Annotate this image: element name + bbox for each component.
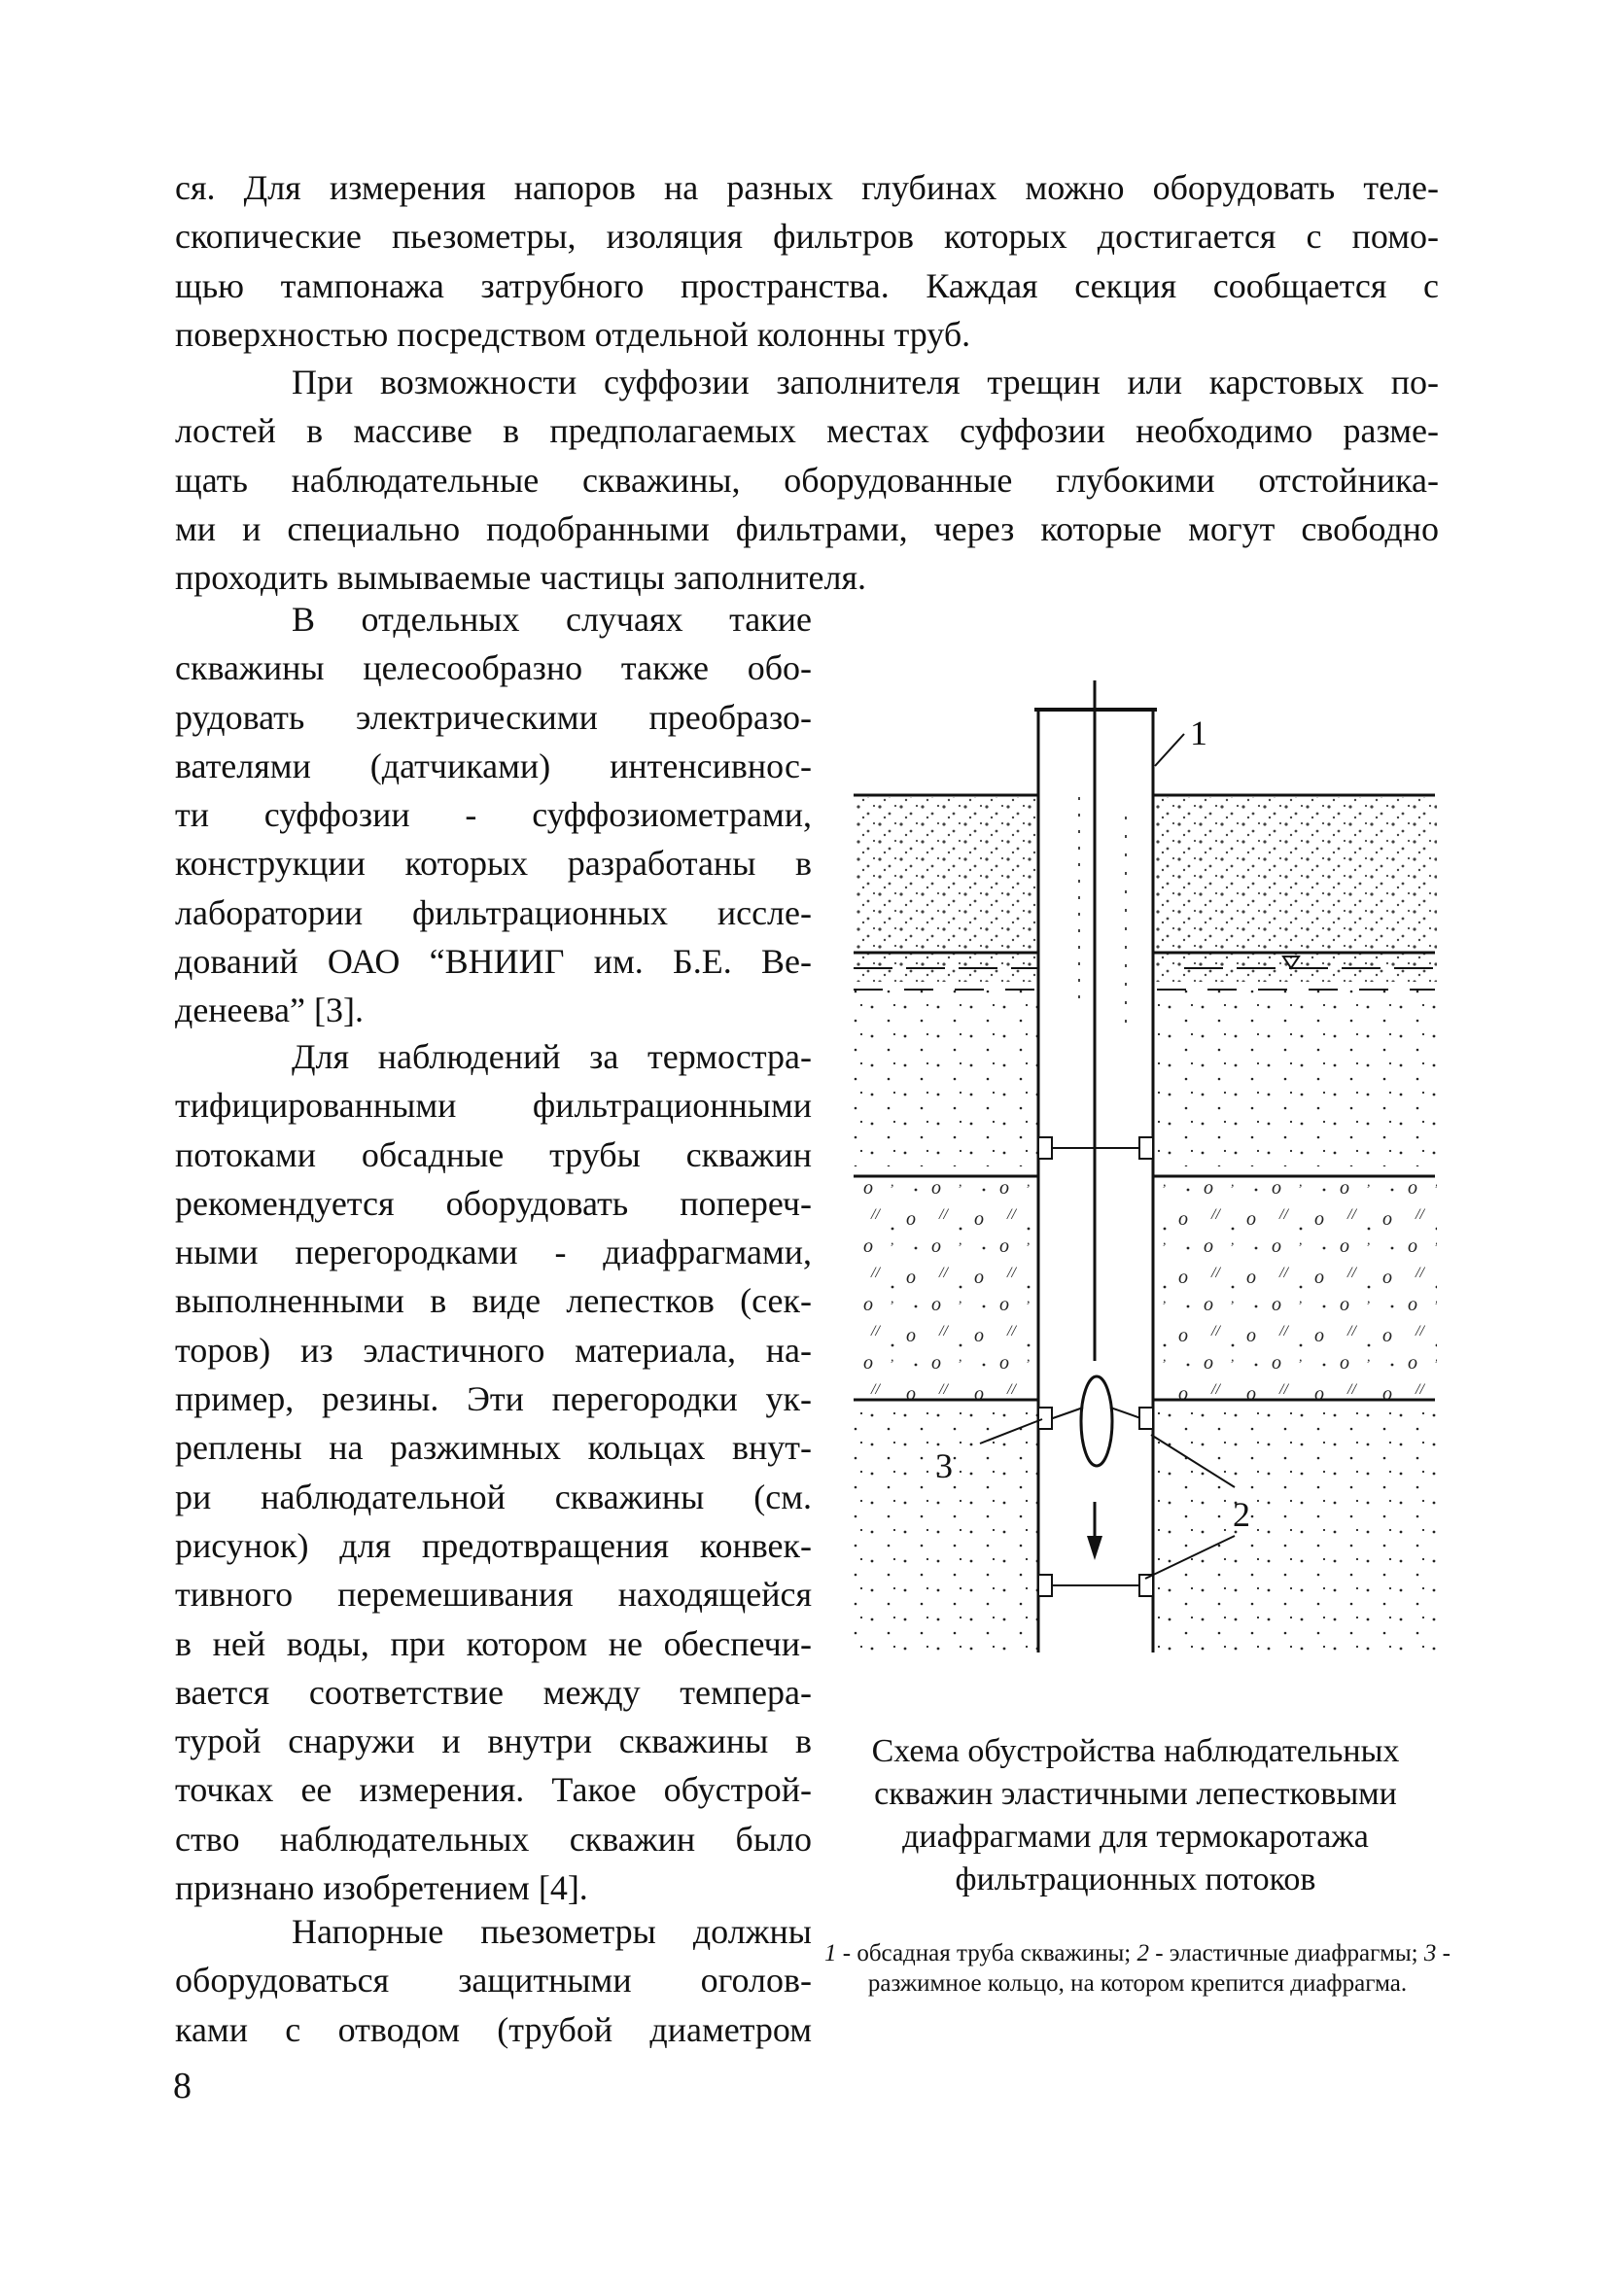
text-line: ство наблюдательных скважин было (175, 1819, 812, 1859)
paragraph-suffosion (175, 358, 1439, 602)
text-line: ри наблюдательной скважины (см. (175, 1477, 812, 1516)
legend-number-3: 3 (1423, 1940, 1437, 1966)
leader-line-1 (1155, 734, 1184, 766)
expansion-ring-clamp (1139, 1137, 1153, 1159)
text-line: щать наблюдательные скважины, оборудованные глубокими отстойника- (175, 460, 1439, 500)
text-line: скважины целесообразно также обо- (175, 648, 812, 688)
label-2: 2 (1233, 1495, 1250, 1534)
text-line: конструкции которых разработаны в (175, 844, 812, 884)
text-line: Напорные пьезометры должны (292, 1912, 812, 1951)
text-line: тифицированными фильтрационными (175, 1086, 812, 1126)
legend-text-3: - разжимное кольцо, на котором крепится диафрагма. (867, 1940, 1451, 1997)
text-line: вателями (датчиками) интенсивнос- (175, 746, 812, 785)
caption-line: фильтрационных потоков (955, 1861, 1316, 1897)
text-line: поверхностью посредством отдельной колонны труб. (175, 314, 971, 354)
legend-number-2: 2 (1136, 1940, 1149, 1966)
label-3: 3 (935, 1446, 953, 1485)
text-line: ми и специально подобранными фильтрами, через которые могут свободно (175, 508, 1439, 548)
text-line: пример, резины. Эти перегородки ук- (175, 1379, 812, 1419)
expansion-ring-clamp (1139, 1408, 1153, 1429)
expansion-ring-clamp (1038, 1575, 1052, 1596)
figure-legend (821, 1938, 1453, 1999)
text-line: ти суффозии - суффозиометрами, (175, 795, 812, 835)
text-line: рудовать электрическими преобразо- (175, 697, 812, 737)
text-line: вается соответствие между темпера- (175, 1672, 812, 1712)
text-line: рисунок) для предотвращения конвек- (175, 1525, 812, 1565)
caption-line: скважин эластичными лепестковыми (874, 1776, 1397, 1812)
text-line: скопические пьезометры, изоляция фильтров которых достигается с помо- (175, 217, 1439, 257)
text-line: точках ее измерения. Такое обустрой- (175, 1770, 812, 1810)
text-line: ками с отводом (трубой диаметром (175, 2009, 812, 2049)
text-line: признано изобретением [4]. (175, 1868, 588, 1908)
text-line: лостей в массиве в предполагаемых местах суффозии необходимо разме- (175, 411, 1439, 451)
paragraph-telescopic-piezometers (175, 163, 1439, 359)
well-diagram (834, 680, 1437, 1652)
text-line: турой снаружи и внутри скважины в (175, 1722, 812, 1761)
text-line: При возможности суффозии заполнителя трещин или карстовых по- (292, 363, 1439, 401)
page-number: 8 (173, 2066, 192, 2106)
paragraph-pressure-piezometers (175, 1907, 812, 2054)
text-line: выполненными в виде лепестков (сек- (175, 1281, 812, 1321)
expansion-ring-clamp (1038, 1137, 1052, 1159)
text-line: в ней воды, при котором не обеспечи- (175, 1623, 812, 1663)
text-line: потоками обсадные трубы скважин (175, 1134, 812, 1174)
figure-caption (834, 1730, 1437, 1901)
text-line: торов) из эластичного материала, на- (175, 1330, 812, 1370)
text-line: оборудоваться защитными оголов- (175, 1961, 812, 2000)
legend-number-1: 1 (824, 1940, 837, 1966)
well-diagram-svg (834, 680, 1437, 1652)
text-line: денеева” [3]. (175, 991, 364, 1030)
thermometer-probe (1081, 1376, 1112, 1466)
text-line: рекомендуется оборудовать попереч- (175, 1183, 812, 1223)
paragraph-suffosiometers (175, 595, 812, 1035)
text-line: проходить вымываемые частицы заполнителя. (175, 558, 867, 598)
legend-text-2: - эластичные диафрагмы; (1148, 1940, 1424, 1966)
text-line: реплены на разжимных кольцах внут- (175, 1428, 812, 1468)
text-line: тивного перемешивания находящейся (175, 1575, 812, 1615)
text-line: лаборатории фильтрационных иссле- (175, 892, 812, 932)
text-line: дований ОАО “ВНИИГ им. Б.Е. Ве- (175, 942, 812, 982)
caption-line: Схема обустройства наблюдательных (871, 1733, 1400, 1769)
text-line: ными перегородками - диафрагмами, (175, 1233, 812, 1272)
text-line: щью тампонажа затрубного пространства. Каждая секция сообщается с (175, 265, 1439, 305)
expansion-ring-clamp (1038, 1408, 1052, 1429)
paragraph-diaphragms (175, 1032, 812, 1912)
text-line: ся. Для измерения напоров на разных глубинах можно оборудовать теле- (175, 168, 1439, 207)
label-1: 1 (1190, 713, 1207, 752)
legend-text-1: - обсадная труба скважины; (836, 1940, 1137, 1966)
text-line: В отдельных случаях такие (292, 600, 812, 639)
caption-line: диафрагмами для термокаротажа (902, 1819, 1369, 1855)
text-line: Для наблюдений за термостра- (292, 1037, 812, 1076)
